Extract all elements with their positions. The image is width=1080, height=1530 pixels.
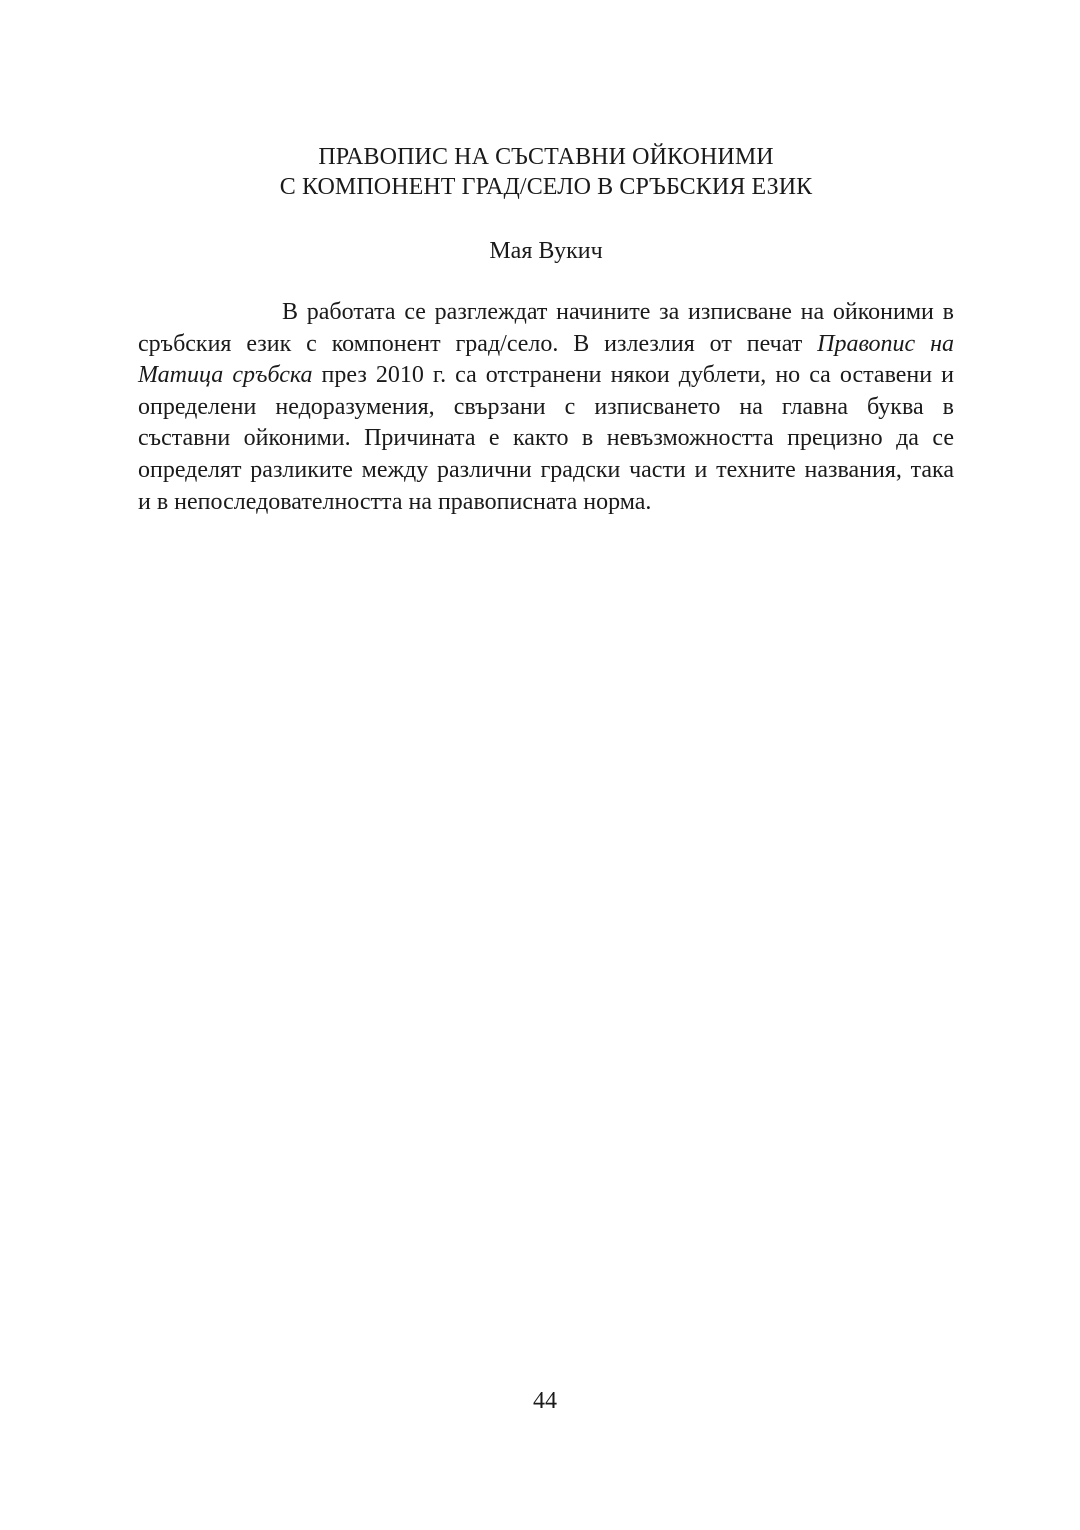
abstract-paragraph — [138, 297, 954, 518]
cited-title: Правопис на — [817, 330, 954, 357]
article-title — [0, 142, 1080, 202]
abstract-line: определени недоразумения, свързани с изписването на главна буква в — [138, 393, 954, 420]
cited-title: Матица сръбска — [138, 362, 313, 389]
abstract-line: определят разликите между различни градски части и техните названия, така — [138, 456, 954, 483]
abstract-line: В работата се разглеждат начините за изписване на ойконими в — [282, 299, 954, 325]
abstract-line: съставни ойконими. Причината е както в невъзможността прецизно да се — [138, 425, 954, 452]
abstract-line: и в непоследователността на правописната норма. — [138, 488, 652, 515]
page-number: 44 — [533, 1388, 557, 1414]
abstract-line: сръбския език с компонент град/село. В излезлия от печат Правопис на — [138, 330, 954, 357]
abstract-line: Матица сръбска през 2010 г. са отстранени някои дублети, но са оставени и — [138, 362, 955, 389]
article-title-line-1: ПРАВОПИС НА СЪСТАВНИ ОЙКОНИМИ — [318, 144, 774, 170]
author-name: Мая Вукич — [489, 238, 603, 264]
article-title-line-2: С КОМПОНЕНТ ГРАД/СЕЛО В СРЪБСКИЯ ЕЗИК — [279, 174, 813, 200]
